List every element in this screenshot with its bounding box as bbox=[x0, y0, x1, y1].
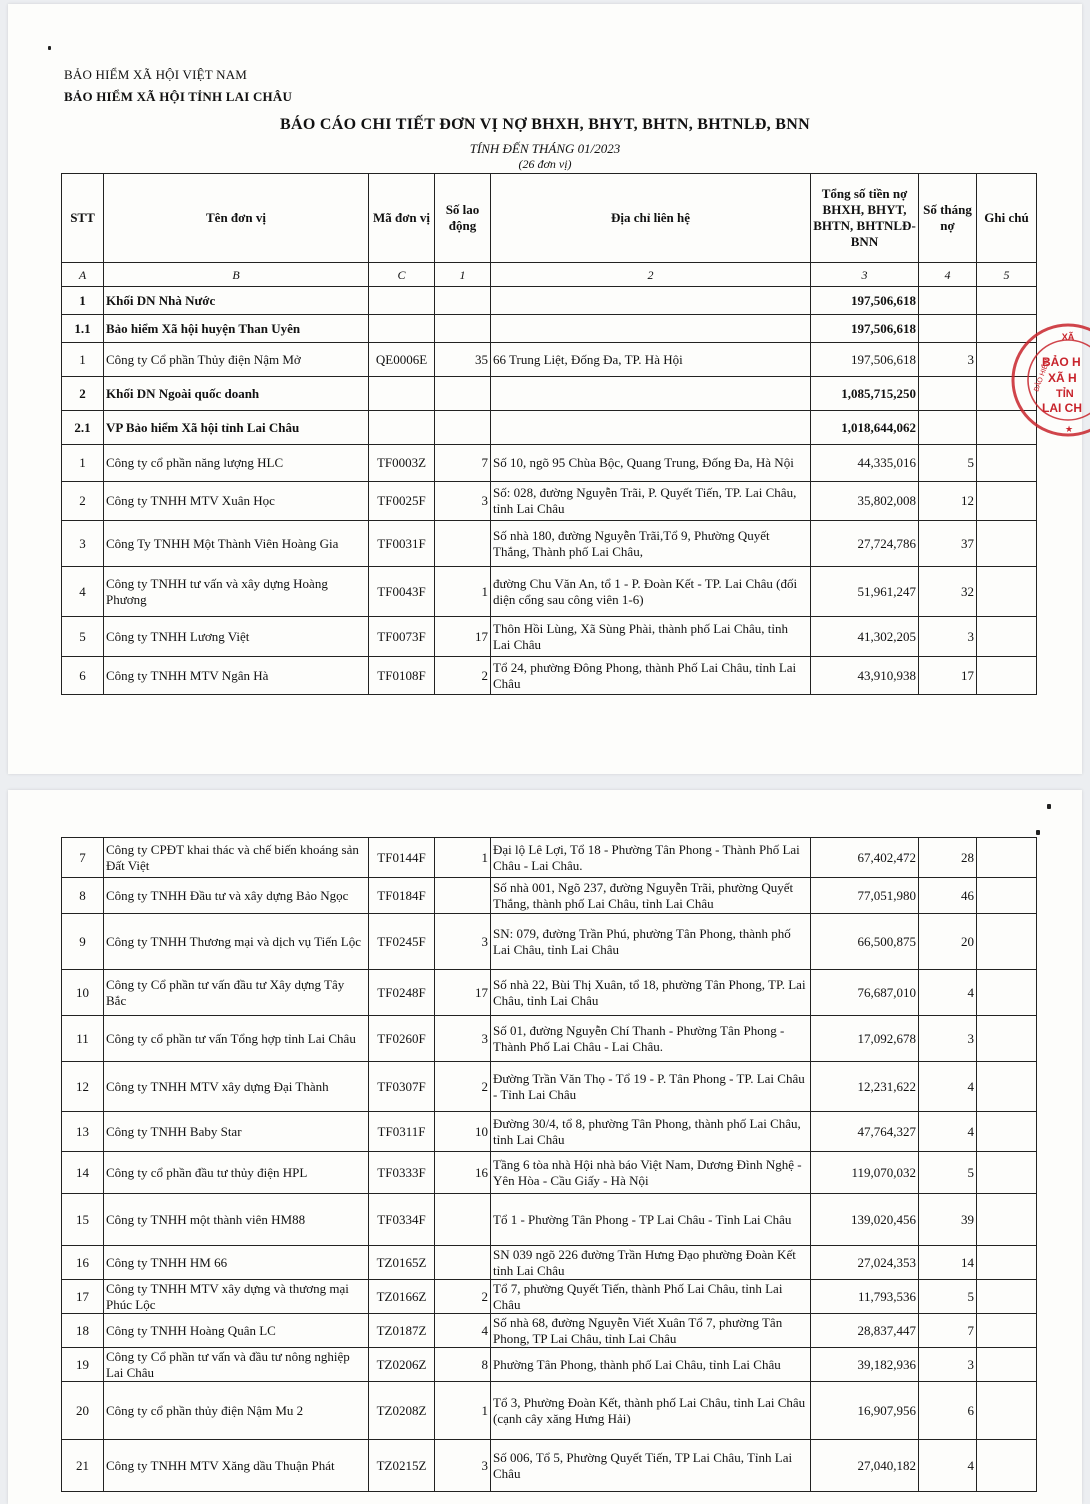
table-row bbox=[62, 445, 1037, 482]
row-address: Số 01, đường Nguyễn Chí Thanh - Phường Tân Phong - Thành Phố Lai Châu - Lai Châu. bbox=[491, 1016, 811, 1062]
row-note bbox=[977, 838, 1037, 878]
row-unit-code: TF0025F bbox=[369, 482, 435, 521]
row-unit-name: Công ty Cổ phần tư vấn đầu tư Xây dựng Tây Bắc bbox=[104, 970, 369, 1016]
row-note bbox=[977, 1152, 1037, 1194]
row-total-debt: 76,687,010 bbox=[811, 970, 919, 1016]
row-stt: 7 bbox=[62, 838, 104, 878]
row-address bbox=[491, 411, 811, 445]
row-worker-count: 16 bbox=[435, 1152, 491, 1194]
row-unit-code: TF0003Z bbox=[369, 445, 435, 482]
col-header-code: Mã đơn vị bbox=[369, 174, 435, 263]
table-row bbox=[62, 878, 1037, 914]
row-address: Tổ 7, phường Quyết Tiến, thành Phố Lai Châu, tỉnh Lai Châu bbox=[491, 1280, 811, 1314]
col-header-stt: STT bbox=[62, 174, 104, 263]
stamp-star: ★ bbox=[1065, 424, 1074, 434]
row-stt: 9 bbox=[62, 914, 104, 970]
row-total-debt: 197,506,618 bbox=[811, 315, 919, 343]
row-worker-count: 17 bbox=[435, 617, 491, 657]
row-months-owed bbox=[919, 411, 977, 445]
col-index: A bbox=[62, 263, 104, 287]
row-unit-code: TF0260F bbox=[369, 1016, 435, 1062]
row-note bbox=[977, 1016, 1037, 1062]
col-index: B bbox=[104, 263, 369, 287]
row-address: Số 006, Tổ 5, Phường Quyết Tiến, TP Lai Châu, Tỉnh Lai Châu bbox=[491, 1440, 811, 1492]
row-unit-code: TZ0187Z bbox=[369, 1314, 435, 1348]
row-total-debt: 17,092,678 bbox=[811, 1016, 919, 1062]
row-unit-name: Công ty TNHH MTV Ngân Hà bbox=[104, 657, 369, 695]
row-stt: 1 bbox=[62, 287, 104, 315]
row-months-owed: 7 bbox=[919, 1314, 977, 1348]
row-total-debt: 12,231,622 bbox=[811, 1062, 919, 1112]
row-total-debt: 67,402,472 bbox=[811, 838, 919, 878]
row-worker-count bbox=[435, 1246, 491, 1280]
row-address bbox=[491, 315, 811, 343]
row-note bbox=[977, 1382, 1037, 1440]
table-row bbox=[62, 482, 1037, 521]
row-address: Thôn Hồi Lùng, Xã Sùng Phài, thành phố Lai Châu, tỉnh Lai Châu bbox=[491, 617, 811, 657]
row-months-owed: 5 bbox=[919, 1280, 977, 1314]
col-index: 2 bbox=[491, 263, 811, 287]
table-row bbox=[62, 1016, 1037, 1062]
row-unit-code: TF0333F bbox=[369, 1152, 435, 1194]
row-unit-name: Công ty Cổ phần Thủy điện Nậm Mở bbox=[104, 343, 369, 377]
row-note bbox=[977, 445, 1037, 482]
col-index: 1 bbox=[435, 263, 491, 287]
row-worker-count: 17 bbox=[435, 970, 491, 1016]
group-row bbox=[62, 411, 1037, 445]
row-worker-count: 3 bbox=[435, 482, 491, 521]
row-note bbox=[977, 1194, 1037, 1246]
row-worker-count: 1 bbox=[435, 567, 491, 617]
row-total-debt: 1,018,644,062 bbox=[811, 411, 919, 445]
debt-table-page-2 bbox=[61, 837, 1037, 1492]
row-note bbox=[977, 1440, 1037, 1492]
row-unit-code: TF0248F bbox=[369, 970, 435, 1016]
row-months-owed: 3 bbox=[919, 617, 977, 657]
row-months-owed: 4 bbox=[919, 970, 977, 1016]
col-index: 5 bbox=[977, 263, 1037, 287]
stamp-line-4: LAI CH bbox=[1042, 401, 1082, 415]
row-stt: 21 bbox=[62, 1440, 104, 1492]
row-unit-name: Công ty TNHH MTV Xuân Học bbox=[104, 482, 369, 521]
row-note bbox=[977, 521, 1037, 567]
row-stt: 6 bbox=[62, 657, 104, 695]
row-total-debt: 27,724,786 bbox=[811, 521, 919, 567]
row-note bbox=[977, 970, 1037, 1016]
row-months-owed: 46 bbox=[919, 878, 977, 914]
row-months-owed: 39 bbox=[919, 1194, 977, 1246]
row-note bbox=[977, 914, 1037, 970]
row-worker-count bbox=[435, 287, 491, 315]
row-months-owed: 12 bbox=[919, 482, 977, 521]
row-unit-name: Công ty TNHH MTV Xăng dầu Thuận Phát bbox=[104, 1440, 369, 1492]
row-unit-name: Công ty TNHH MTV xây dựng Đại Thành bbox=[104, 1062, 369, 1112]
row-stt: 4 bbox=[62, 567, 104, 617]
col-index: 3 bbox=[811, 263, 919, 287]
row-total-debt: 41,302,205 bbox=[811, 617, 919, 657]
row-unit-code: TF0043F bbox=[369, 567, 435, 617]
row-note bbox=[977, 878, 1037, 914]
row-stt: 10 bbox=[62, 970, 104, 1016]
row-note bbox=[977, 617, 1037, 657]
row-unit-name: Khối DN Nhà Nước bbox=[104, 287, 369, 315]
row-months-owed: 4 bbox=[919, 1440, 977, 1492]
table-row bbox=[62, 914, 1037, 970]
row-worker-count: 8 bbox=[435, 1348, 491, 1382]
row-worker-count bbox=[435, 878, 491, 914]
row-months-owed bbox=[919, 315, 977, 343]
row-address: Số nhà 180, đường Nguyễn Trãi,Tổ 9, Phường Quyết Thắng, Thành phố Lai Châu, bbox=[491, 521, 811, 567]
scan-speck bbox=[1036, 830, 1040, 835]
row-stt: 17 bbox=[62, 1280, 104, 1314]
row-unit-code bbox=[369, 411, 435, 445]
table-row bbox=[62, 1112, 1037, 1152]
row-months-owed: 4 bbox=[919, 1062, 977, 1112]
row-worker-count: 10 bbox=[435, 1112, 491, 1152]
row-unit-name: Công ty cổ phần đầu tư thủy điện HPL bbox=[104, 1152, 369, 1194]
row-address: Phường Tân Phong, thành phố Lai Châu, tỉnh Lai Châu bbox=[491, 1348, 811, 1382]
stamp-line-1: BẢO H bbox=[1042, 355, 1081, 369]
row-worker-count: 1 bbox=[435, 838, 491, 878]
row-worker-count bbox=[435, 377, 491, 411]
row-stt: 19 bbox=[62, 1348, 104, 1382]
row-total-debt: 27,040,182 bbox=[811, 1440, 919, 1492]
row-address: Số nhà 001, Ngõ 237, đường Nguyễn Trãi, phường Quyết Thắng, thành phố Lai Châu, tỉnh Lai Châu bbox=[491, 878, 811, 914]
row-address: Tầng 6 tòa nhà Hội nhà báo Việt Nam, Dương Đình Nghệ - Yên Hòa - Cầu Giấy - Hà Nội bbox=[491, 1152, 811, 1194]
col-header-note: Ghi chú bbox=[977, 174, 1037, 263]
row-months-owed: 5 bbox=[919, 1152, 977, 1194]
group-row bbox=[62, 287, 1037, 315]
row-stt: 14 bbox=[62, 1152, 104, 1194]
report-title: BÁO CÁO CHI TIẾT ĐƠN VỊ NỢ BHXH, BHYT, BHTN, BHTNLĐ, BNN bbox=[280, 116, 810, 133]
row-address: Tổ 24, phường Đông Phong, thành Phố Lai Châu, tỉnh Lai Châu bbox=[491, 657, 811, 695]
row-unit-name: Khối DN Ngoài quốc doanh bbox=[104, 377, 369, 411]
row-worker-count bbox=[435, 521, 491, 567]
table-row bbox=[62, 1440, 1037, 1492]
row-note bbox=[977, 287, 1037, 315]
table-header-row bbox=[62, 174, 1037, 263]
row-unit-code: QE0006E bbox=[369, 343, 435, 377]
row-address: Số nhà 22, Bùi Thị Xuân, tổ 18, phường Tân Phong, TP. Lai Châu, tỉnh Lai Châu bbox=[491, 970, 811, 1016]
row-unit-code: TZ0206Z bbox=[369, 1348, 435, 1382]
row-worker-count: 3 bbox=[435, 1016, 491, 1062]
row-total-debt: 139,020,456 bbox=[811, 1194, 919, 1246]
row-note bbox=[977, 343, 1037, 377]
row-address: đường Chu Văn An, tổ 1 - P. Đoàn Kết - TP. Lai Châu (đối diện cổng sau công viên 1-6) bbox=[491, 567, 811, 617]
row-note bbox=[977, 1246, 1037, 1280]
row-unit-name: VP Bảo hiểm Xã hội tỉnh Lai Châu bbox=[104, 411, 369, 445]
table-row bbox=[62, 1280, 1037, 1314]
row-unit-code: TF0108F bbox=[369, 657, 435, 695]
row-note bbox=[977, 1280, 1037, 1314]
col-header-address: Địa chỉ liên hệ bbox=[491, 174, 811, 263]
row-unit-code bbox=[369, 377, 435, 411]
row-address bbox=[491, 287, 811, 315]
table-row bbox=[62, 970, 1037, 1016]
row-stt: 8 bbox=[62, 878, 104, 914]
row-total-debt: 1,085,715,250 bbox=[811, 377, 919, 411]
scan-speck bbox=[1047, 804, 1051, 809]
row-worker-count: 3 bbox=[435, 1440, 491, 1492]
row-stt: 2 bbox=[62, 482, 104, 521]
row-unit-code: TZ0165Z bbox=[369, 1246, 435, 1280]
row-total-debt: 77,051,980 bbox=[811, 878, 919, 914]
row-worker-count: 2 bbox=[435, 1280, 491, 1314]
row-note bbox=[977, 657, 1037, 695]
row-worker-count: 2 bbox=[435, 657, 491, 695]
row-months-owed: 37 bbox=[919, 521, 977, 567]
report-period: TÍNH ĐẾN THÁNG 01/2023 bbox=[469, 141, 621, 156]
row-unit-code: TF0307F bbox=[369, 1062, 435, 1112]
row-worker-count: 35 bbox=[435, 343, 491, 377]
row-unit-code: TZ0215Z bbox=[369, 1440, 435, 1492]
org-line-1: BẢO HIỂM XÃ HỘI VIỆT NAM bbox=[64, 67, 248, 82]
row-note bbox=[977, 482, 1037, 521]
row-months-owed: 4 bbox=[919, 1112, 977, 1152]
row-unit-name: Công Ty TNHH Một Thành Viên Hoàng Gia bbox=[104, 521, 369, 567]
row-stt: 20 bbox=[62, 1382, 104, 1440]
row-worker-count bbox=[435, 411, 491, 445]
row-unit-name: Công ty cổ phần tư vấn Tổng hợp tỉnh Lai Châu bbox=[104, 1016, 369, 1062]
table-row bbox=[62, 1246, 1037, 1280]
row-stt: 2 bbox=[62, 377, 104, 411]
table-row bbox=[62, 617, 1037, 657]
table-row bbox=[62, 1314, 1037, 1348]
stamp-line-2: XÃ H bbox=[1048, 371, 1077, 385]
row-stt: 13 bbox=[62, 1112, 104, 1152]
row-note bbox=[977, 1112, 1037, 1152]
row-unit-name: Công ty TNHH Đầu tư và xây dựng Bảo Ngọc bbox=[104, 878, 369, 914]
row-months-owed: 32 bbox=[919, 567, 977, 617]
row-months-owed: 3 bbox=[919, 1016, 977, 1062]
row-unit-name: Bảo hiểm Xã hội huyện Than Uyên bbox=[104, 315, 369, 343]
row-total-debt: 35,802,008 bbox=[811, 482, 919, 521]
row-total-debt: 27,024,353 bbox=[811, 1246, 919, 1280]
row-stt: 5 bbox=[62, 617, 104, 657]
row-months-owed: 28 bbox=[919, 838, 977, 878]
row-total-debt: 43,910,938 bbox=[811, 657, 919, 695]
row-unit-code: TZ0208Z bbox=[369, 1382, 435, 1440]
row-total-debt: 197,506,618 bbox=[811, 287, 919, 315]
row-unit-name: Công ty TNHH Baby Star bbox=[104, 1112, 369, 1152]
unit-count: (26 đơn vị) bbox=[518, 157, 572, 171]
row-months-owed: 6 bbox=[919, 1382, 977, 1440]
row-unit-code: TF0184F bbox=[369, 878, 435, 914]
row-worker-count bbox=[435, 315, 491, 343]
row-address: Đường 30/4, tổ 8, phường Tân Phong, thành phố Lai Châu, tỉnh Lai Châu bbox=[491, 1112, 811, 1152]
org-line-2: BẢO HIỂM XÃ HỘI TỈNH LAI CHÂU bbox=[64, 89, 293, 104]
stamp-line-3: TỈN bbox=[1056, 388, 1074, 400]
row-note bbox=[977, 1314, 1037, 1348]
row-address bbox=[491, 377, 811, 411]
row-stt: 16 bbox=[62, 1246, 104, 1280]
table-row bbox=[62, 838, 1037, 878]
row-worker-count: 4 bbox=[435, 1314, 491, 1348]
row-stt: 1 bbox=[62, 343, 104, 377]
row-address: Đường Trần Văn Thọ - Tổ 19 - P. Tân Phong - TP. Lai Châu - Tỉnh Lai Châu bbox=[491, 1062, 811, 1112]
row-address: Số nhà 68, đường Nguyễn Viết Xuân Tổ 7, phường Tân Phong, TP Lai Châu, tỉnh Lai Châu bbox=[491, 1314, 811, 1348]
row-total-debt: 44,335,016 bbox=[811, 445, 919, 482]
row-address: SN 039 ngõ 226 đường Trần Hưng Đạo phường Đoàn Kết tỉnh Lai Châu bbox=[491, 1246, 811, 1280]
table-row bbox=[62, 1348, 1037, 1382]
row-stt: 12 bbox=[62, 1062, 104, 1112]
row-unit-name: Công ty TNHH HM 66 bbox=[104, 1246, 369, 1280]
row-stt: 2.1 bbox=[62, 411, 104, 445]
row-months-owed: 14 bbox=[919, 1246, 977, 1280]
table-row bbox=[62, 567, 1037, 617]
report-page-1 bbox=[8, 4, 1082, 774]
column-index-row bbox=[62, 263, 1037, 287]
row-months-owed: 20 bbox=[919, 914, 977, 970]
row-unit-name: Công ty TNHH một thành viên HM88 bbox=[104, 1194, 369, 1246]
row-total-debt: 51,961,247 bbox=[811, 567, 919, 617]
row-unit-name: Công ty cổ phần năng lượng HLC bbox=[104, 445, 369, 482]
row-unit-name: Công ty TNHH Thương mại và dịch vụ Tiến Lộc bbox=[104, 914, 369, 970]
report-page-2 bbox=[8, 790, 1082, 1504]
table-row bbox=[62, 521, 1037, 567]
stamp-side-text: BẢO HIỂM bbox=[1033, 358, 1052, 393]
row-note bbox=[977, 315, 1037, 343]
table-row bbox=[62, 1194, 1037, 1246]
row-total-debt: 119,070,032 bbox=[811, 1152, 919, 1194]
row-note bbox=[977, 1348, 1037, 1382]
row-worker-count bbox=[435, 1194, 491, 1246]
row-months-owed bbox=[919, 377, 977, 411]
col-index: 4 bbox=[919, 263, 977, 287]
row-months-owed: 17 bbox=[919, 657, 977, 695]
row-unit-code: TZ0166Z bbox=[369, 1280, 435, 1314]
row-total-debt: 11,793,536 bbox=[811, 1280, 919, 1314]
row-unit-code: TF0144F bbox=[369, 838, 435, 878]
col-header-name: Tên đơn vị bbox=[104, 174, 369, 263]
row-stt: 15 bbox=[62, 1194, 104, 1246]
row-address: 66 Trung Liệt, Đống Đa, TP. Hà Hội bbox=[491, 343, 811, 377]
col-index: C bbox=[369, 263, 435, 287]
row-unit-name: Công ty TNHH tư vấn và xây dựng Hoàng Phương bbox=[104, 567, 369, 617]
row-total-debt: 197,506,618 bbox=[811, 343, 919, 377]
table-row bbox=[62, 1382, 1037, 1440]
group-row bbox=[62, 377, 1037, 411]
row-stt: 18 bbox=[62, 1314, 104, 1348]
row-unit-name: Công ty CPĐT khai thác và chế biến khoáng sản Đất Việt bbox=[104, 838, 369, 878]
col-header-workers: Số lao động bbox=[435, 174, 491, 263]
row-note bbox=[977, 1062, 1037, 1112]
row-unit-name: Công ty TNHH Hoàng Quân LC bbox=[104, 1314, 369, 1348]
row-stt: 3 bbox=[62, 521, 104, 567]
row-total-debt: 39,182,936 bbox=[811, 1348, 919, 1382]
row-note bbox=[977, 377, 1037, 411]
table-row bbox=[62, 1152, 1037, 1194]
row-stt: 11 bbox=[62, 1016, 104, 1062]
col-header-months: Số tháng nợ bbox=[919, 174, 977, 263]
row-stt: 1.1 bbox=[62, 315, 104, 343]
row-address: Tổ 3, Phường Đoàn Kết, thành phố Lai Châu, tỉnh Lai Châu (cạnh cây xăng Hưng Hải) bbox=[491, 1382, 811, 1440]
row-unit-code bbox=[369, 287, 435, 315]
row-note bbox=[977, 567, 1037, 617]
row-unit-code: TF0073F bbox=[369, 617, 435, 657]
row-address: Số: 028, đường Nguyễn Trãi, P. Quyết Tiến, TP. Lai Châu, tỉnh Lai Châu bbox=[491, 482, 811, 521]
row-worker-count: 7 bbox=[435, 445, 491, 482]
row-unit-code: TF0334F bbox=[369, 1194, 435, 1246]
row-total-debt: 16,907,956 bbox=[811, 1382, 919, 1440]
row-months-owed: 5 bbox=[919, 445, 977, 482]
row-months-owed: 3 bbox=[919, 1348, 977, 1382]
row-unit-name: Công ty TNHH MTV xây dựng và thương mại Phúc Lộc bbox=[104, 1280, 369, 1314]
table-row bbox=[62, 1062, 1037, 1112]
row-address: Tổ 1 - Phường Tân Phong - TP Lai Châu - Tỉnh Lai Châu bbox=[491, 1194, 811, 1246]
row-unit-code bbox=[369, 315, 435, 343]
row-unit-name: Công ty cổ phần thủy điện Nậm Mu 2 bbox=[104, 1382, 369, 1440]
row-worker-count: 3 bbox=[435, 914, 491, 970]
row-total-debt: 28,837,447 bbox=[811, 1314, 919, 1348]
table-row bbox=[62, 343, 1037, 377]
row-address: Số 10, ngõ 95 Chùa Bộc, Quang Trung, Đống Đa, Hà Nội bbox=[491, 445, 811, 482]
row-stt: 1 bbox=[62, 445, 104, 482]
row-months-owed: 3 bbox=[919, 343, 977, 377]
row-worker-count: 2 bbox=[435, 1062, 491, 1112]
row-address: SN: 079, đường Trần Phú, phường Tân Phong, thành phố Lai Châu, tỉnh Lai Châu bbox=[491, 914, 811, 970]
col-header-total-debt: Tổng số tiền nợ BHXH, BHYT, BHTN, BHTNLĐ-BNN bbox=[811, 174, 919, 263]
row-unit-name: Công ty Cổ phần tư vấn và đầu tư nông nghiệp Lai Châu bbox=[104, 1348, 369, 1382]
row-note bbox=[977, 411, 1037, 445]
debt-table-page-1 bbox=[61, 173, 1037, 695]
scan-speck bbox=[48, 46, 51, 50]
row-unit-code: TF0245F bbox=[369, 914, 435, 970]
stamp-top-text: XÃ bbox=[1061, 332, 1075, 342]
table-row bbox=[62, 657, 1037, 695]
group-row bbox=[62, 315, 1037, 343]
row-unit-code: TF0311F bbox=[369, 1112, 435, 1152]
row-total-debt: 47,764,327 bbox=[811, 1112, 919, 1152]
row-months-owed bbox=[919, 287, 977, 315]
row-unit-code: TF0031F bbox=[369, 521, 435, 567]
row-worker-count: 1 bbox=[435, 1382, 491, 1440]
row-total-debt: 66,500,875 bbox=[811, 914, 919, 970]
row-address: Đại lộ Lê Lợi, Tổ 18 - Phường Tân Phong - Thành Phố Lai Châu - Lai Châu. bbox=[491, 838, 811, 878]
row-unit-name: Công ty TNHH Lương Việt bbox=[104, 617, 369, 657]
